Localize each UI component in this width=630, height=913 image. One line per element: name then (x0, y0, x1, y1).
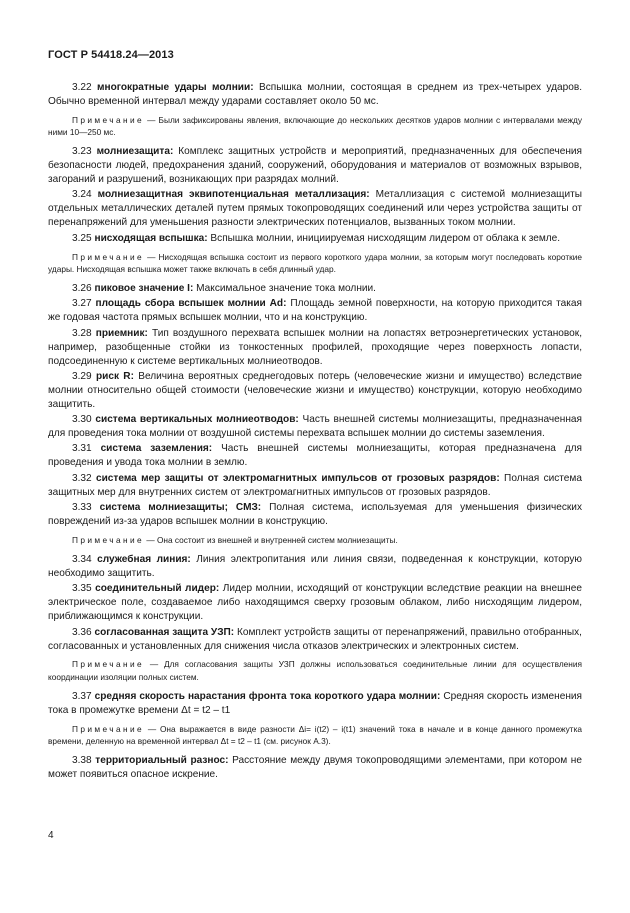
definition-paragraph (48, 413, 582, 441)
page-number: 4 (48, 830, 54, 841)
definition-paragraph (48, 626, 582, 654)
term: пиковое значение I: (94, 282, 194, 294)
definition-paragraph (48, 582, 582, 624)
definition-text: Величина вероятных среднегодовых потерь (человеческие жизни и имущество) вследствие молнии относительно общей стоимости (человеческие жизни и имущество) конструкции, которую необходимо защитить. (48, 370, 582, 410)
note-text: — Были зафиксированы явления, включающие до нескольких десятков ударов молнии с интервалами между ними 10—250 мс. (48, 114, 582, 138)
note-title: Примечание (72, 251, 145, 262)
definition-text: Комплект устройств защиты от перенапряжений, правильно отобранных, согласованных и установленных для снижения числа отказов электрических и электронных систем. (48, 626, 582, 652)
definition-paragraph (48, 370, 582, 412)
definition-text: Лидер молнии, исходящий от конструкции вследствие реакции на внешнее электрическое поле, создаваемое либо находящимся сверху грозовым облаком, либо нисходящим лидером, приближающимся к конструкции. (48, 583, 582, 623)
term: система вертикальных молниеотводов: (95, 414, 299, 426)
definition-paragraph (48, 472, 582, 500)
clause-number: 3.38 (72, 755, 92, 767)
definition-text: Линия электропитания или линия связи, подведенная к конструкции, которую необходимо защитить. (48, 554, 582, 579)
note-title: Примечание (72, 723, 145, 734)
definition-paragraph (48, 232, 582, 246)
note-text: — Она состоит из внешней и внутренней систем молниезащиты. (144, 534, 398, 545)
definition-paragraph (48, 690, 582, 718)
term: средняя скорость нарастания фронта тока короткого удара молнии: (94, 690, 441, 702)
definition-paragraph (48, 81, 582, 109)
clause-number: 3.27 (72, 298, 92, 310)
definition-paragraph (48, 282, 582, 296)
definition-text: Часть внешней системы молниезащиты, предназначенная для проведения тока молнии от воздушной системы перехвата вспышек молнии до системы заземления. (48, 414, 582, 440)
clause-number: 3.22 (72, 82, 92, 93)
clause-number: 3.33 (72, 502, 92, 514)
clause-number: 3.24 (72, 189, 92, 201)
term: приемник: (95, 327, 148, 339)
definition-text: Площадь земной поверхности, на которую приходится такая же годовая частота прямых вспышек молнии, что и на конструкцию. (48, 298, 582, 324)
definition-paragraph (48, 754, 582, 782)
definition-paragraph (48, 145, 582, 187)
definition-paragraph (48, 297, 582, 325)
definition-text: Вспышка молнии, состоящая в среднем из трех-четырех ударов. Обычно временной интервал между ударами составляет около 50 мс. (48, 82, 582, 107)
definition-text: Вспышка молнии, инициируемая нисходящим лидером от облака к земле. (207, 232, 561, 244)
definition-paragraph (48, 327, 582, 369)
note-paragraph (48, 534, 582, 546)
term: территориальный разнос: (95, 755, 229, 767)
definition-paragraph (48, 553, 582, 581)
note-paragraph (48, 114, 582, 138)
term: соединительный лидер: (95, 583, 220, 595)
term: площадь сбора вспышек молнии Ad: (95, 298, 287, 310)
term: согласованная защита УЗП: (94, 626, 235, 638)
note-text: — Она выражается в виде разности Δi= i(t2) – i(t1) значений тока в начале и в конце данного промежутка времени, деленную на временной интервал Δt = t2 – t1 (см. рисунок А.3). (48, 723, 582, 746)
definition-text: Комплекс защитных устройств и мероприятий, предназначенных для обеспечения безопасности людей, предохранения зданий, сооружений, оборудования и материалов от возможных взрывов, загораний и разрушений, возникающих при разрядах молний. (48, 146, 582, 186)
note-paragraph (48, 251, 582, 275)
definition-paragraph (48, 442, 582, 470)
definition-paragraph (48, 188, 582, 230)
note-title: Примечание (72, 114, 145, 125)
clause-number: 3.35 (72, 583, 92, 595)
term: молниезащитная эквипотенциальная металлизация: (97, 189, 370, 201)
definition-text: Расстояние между двумя токопроводящими элементами, при котором не может появиться опасное искрение. (48, 755, 582, 780)
document-body (48, 81, 582, 783)
note-paragraph (48, 658, 582, 682)
clause-number: 3.37 (72, 690, 92, 702)
clause-number: 3.36 (72, 626, 92, 638)
clause-number: 3.34 (72, 554, 92, 566)
note-paragraph (48, 723, 582, 747)
clause-number: 3.32 (72, 472, 92, 484)
note-text: — Нисходящая вспышка состоит из первого короткого удара молнии, за которым могут последовать короткие удары. Нисходящая вспышка может также включать в себя длинный удар. (48, 251, 582, 274)
document-code: ГОСТ Р 54418.24—2013 (48, 49, 174, 61)
clause-number: 3.28 (72, 327, 92, 339)
note-text: — Для согласования защиты УЗП должны использоваться соединительные линии для осуществления координации изоляции полных систем. (48, 659, 582, 682)
definition-text: Полная система защитных мер для внутренних систем от электромагнитных импульсов от грозовых разрядов. (48, 472, 582, 498)
term: нисходящая вспышка: (94, 232, 208, 244)
definition-text: Металлизация с системой молниезащиты отдельных металлических деталей путем прямых токопроводящих соединений или через устройства защиты от перенапряжений для уменьшения разности электрических потенциалов, вызванных током молнии. (48, 189, 582, 229)
clause-number: 3.23 (72, 146, 92, 158)
note-title: Примечание (72, 659, 145, 670)
definition-text: Часть внешней системы молниезащиты, которая предназначена для проведения и увода тока молнии в землю. (48, 443, 582, 469)
clause-number: 3.26 (72, 282, 92, 294)
term: молниезащита: (96, 146, 174, 158)
term: риск R: (95, 370, 134, 382)
definition-paragraph (48, 501, 582, 529)
clause-number: 3.30 (72, 414, 92, 426)
clause-number: 3.25 (72, 232, 92, 244)
term: система заземления: (100, 443, 213, 455)
clause-number: 3.31 (72, 443, 92, 455)
term: система мер защиты от электромагнитных импульсов от грозовых разрядов: (95, 472, 500, 484)
definition-text: Полная система, используемая для уменьшения физических повреждений из-за ударов вспышек молнии в конструкцию. (48, 502, 582, 527)
clause-number: 3.29 (72, 370, 92, 382)
term: служебная линия: (97, 554, 191, 566)
term: многократные удары молнии: (97, 82, 254, 93)
definition-text: Максимальное значение тока молнии. (193, 282, 376, 294)
definition-text: Тип воздушного перехвата вспышек молнии на лопастях ветроэнергетических установок, например, разобщенные стойки из тонкостенных профилей, проходящие через поверхность лопасти, подсоединенную к системе вертикальных молниеотводов. (48, 327, 582, 367)
term: система молниезащиты; СМЗ: (99, 502, 262, 514)
note-title: Примечание (72, 534, 145, 545)
definition-text: Средняя скорость изменения тока в промежутке времени Δt = t2 – t1 (48, 690, 583, 716)
